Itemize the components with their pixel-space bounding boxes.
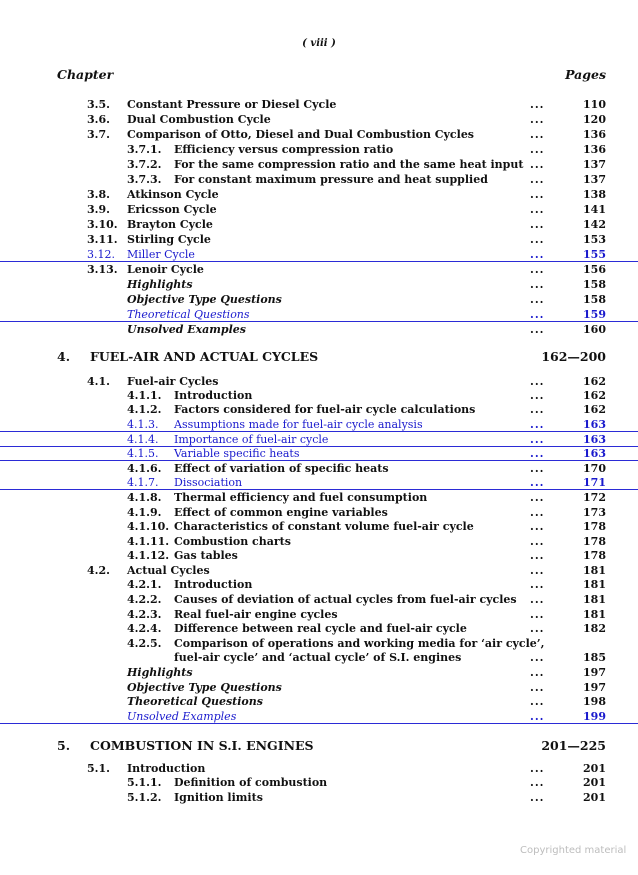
- chapter-header: Chapter: [57, 67, 114, 82]
- entry-title: Variable specific heats: [174, 447, 300, 460]
- entry-number: 3.12.: [87, 248, 115, 261]
- entry-page: 163: [583, 418, 606, 431]
- toc-entry[interactable]: [0, 578, 638, 592]
- entry-title: Unsolved Examples: [127, 710, 237, 723]
- toc-entry[interactable]: [0, 491, 638, 505]
- leader-dots: ...: [530, 128, 545, 141]
- leader-dots: ...: [530, 666, 545, 679]
- toc-entry[interactable]: [0, 188, 638, 202]
- entry-number: 4.1.6.: [127, 462, 162, 475]
- toc-entry-link[interactable]: [0, 248, 638, 262]
- entry-number: 4.1.7.: [127, 476, 159, 489]
- entry-page: 141: [583, 203, 606, 216]
- page-number: ( viii ): [302, 38, 336, 49]
- entry-title: Objective Type Questions: [127, 681, 282, 694]
- toc-entry[interactable]: [0, 293, 638, 307]
- toc-entry[interactable]: [0, 520, 638, 534]
- toc-entry[interactable]: [0, 695, 638, 709]
- entry-title: For constant maximum pressure and heat supplied: [174, 173, 488, 186]
- toc-entry[interactable]: [0, 158, 638, 172]
- leader-dots: ...: [530, 248, 545, 261]
- leader-dots: ...: [530, 651, 545, 664]
- entry-page: 178: [583, 535, 606, 548]
- entry-title: Atkinson Cycle: [127, 188, 219, 201]
- entry-number: 3.9.: [87, 203, 110, 216]
- leader-dots: ...: [530, 323, 545, 336]
- leader-dots: ...: [530, 681, 545, 694]
- entry-title: Highlights: [127, 666, 193, 679]
- leader-dots: ...: [530, 791, 545, 804]
- entry-title: Gas tables: [174, 549, 238, 562]
- entry-page: 110: [583, 98, 606, 111]
- entry-title: Introduction: [127, 762, 206, 775]
- entry-number: 4.2.5.: [127, 637, 162, 650]
- leader-dots: ...: [530, 188, 545, 201]
- toc-entry[interactable]: [0, 593, 638, 607]
- leader-dots: ...: [530, 695, 545, 708]
- toc-entry-link[interactable]: [0, 447, 638, 461]
- toc-entry[interactable]: [0, 535, 638, 549]
- toc-entry-link[interactable]: [0, 476, 638, 490]
- leader-dots: ...: [530, 622, 545, 635]
- leader-dots: ...: [530, 608, 545, 621]
- entry-page: 162: [583, 375, 606, 388]
- entry-page: 162: [583, 389, 606, 402]
- chapter-heading[interactable]: [0, 349, 638, 365]
- leader-dots: ...: [530, 278, 545, 291]
- toc-entry[interactable]: [0, 791, 638, 805]
- entry-number: 4.1.11.: [127, 535, 170, 548]
- entry-page: 136: [583, 143, 606, 156]
- entry-page: 172: [583, 491, 606, 504]
- entry-number: 3.11.: [87, 233, 118, 246]
- entry-page: 171: [583, 476, 606, 489]
- entry-page: 198: [583, 695, 606, 708]
- entry-title: Highlights: [127, 278, 193, 291]
- leader-dots: ...: [530, 462, 545, 475]
- toc-entry[interactable]: [0, 506, 638, 520]
- entry-page: 201: [583, 791, 606, 804]
- entry-title: Dissociation: [174, 476, 243, 489]
- entry-page: 178: [583, 520, 606, 533]
- entry-title: Theoretical Questions: [127, 695, 263, 708]
- toc-entry[interactable]: [0, 622, 638, 636]
- entry-page: 156: [583, 263, 606, 276]
- entry-page: 158: [583, 293, 606, 306]
- entry-title: Efficiency versus compression ratio: [174, 143, 394, 156]
- entry-title: Difference between real cycle and fuel-air cycle: [174, 622, 467, 635]
- toc-entry[interactable]: [0, 637, 638, 651]
- toc-entry-link[interactable]: [0, 308, 638, 322]
- entry-page: 181: [583, 608, 606, 621]
- entry-page: 197: [583, 666, 606, 679]
- entry-number: 4.1.9.: [127, 506, 162, 519]
- chapter-heading[interactable]: [0, 738, 638, 754]
- entry-number: 4.2.1.: [127, 578, 162, 591]
- entry-number: 4.1.12.: [127, 549, 170, 562]
- toc-entry[interactable]: [0, 218, 638, 232]
- copyright-watermark: Copyrighted material: [520, 845, 627, 856]
- entry-number: 4.1.5.: [127, 447, 159, 460]
- entry-number: 3.7.2.: [127, 158, 162, 171]
- leader-dots: ...: [530, 762, 545, 775]
- toc-entry[interactable]: [0, 128, 638, 142]
- entry-title: Unsolved Examples: [127, 323, 246, 336]
- leader-dots: ...: [530, 535, 545, 548]
- entry-title: Introduction: [174, 578, 253, 591]
- leader-dots: ...: [530, 263, 545, 276]
- entry-title: Theoretical Questions: [127, 308, 250, 321]
- leader-dots: ...: [530, 564, 545, 577]
- toc-entry[interactable]: [0, 113, 638, 127]
- leader-dots: ...: [530, 233, 545, 246]
- leader-dots: ...: [530, 491, 545, 504]
- entry-number: 4.1.1.: [127, 389, 162, 402]
- chapter-pages: 201—225: [541, 738, 606, 753]
- entry-title: Miller Cycle: [127, 248, 195, 261]
- leader-dots: ...: [530, 506, 545, 519]
- entry-number: 4.1.10.: [127, 520, 170, 533]
- entry-number: 5.1.: [87, 762, 110, 775]
- entry-title: Comparison of Otto, Diesel and Dual Combustion Cycles: [127, 128, 475, 141]
- entry-title: Thermal efficiency and fuel consumption: [174, 491, 428, 504]
- entry-title: Definition of combustion: [174, 776, 328, 789]
- entry-number: 4.2.3.: [127, 608, 162, 621]
- entry-page: 197: [583, 681, 606, 694]
- leader-dots: ...: [530, 776, 545, 789]
- entry-page: 159: [583, 308, 606, 321]
- entry-title: Causes of deviation of actual cycles from fuel-air cycles: [174, 593, 517, 606]
- entry-page: 137: [583, 158, 606, 171]
- entry-title: Dual Combustion Cycle: [127, 113, 271, 126]
- chapter-title: FUEL-AIR AND ACTUAL CYCLES: [90, 349, 319, 364]
- leader-dots: ...: [530, 218, 545, 231]
- entry-number: 3.13.: [87, 263, 118, 276]
- toc-entry[interactable]: [0, 98, 638, 112]
- toc-entry[interactable]: [0, 681, 638, 695]
- leader-dots: ...: [530, 710, 545, 723]
- entry-title: Importance of fuel-air cycle: [174, 433, 329, 446]
- toc-entry[interactable]: [0, 564, 638, 578]
- entry-title: Factors considered for fuel-air cycle calculations: [174, 403, 476, 416]
- entry-number: 3.5.: [87, 98, 110, 111]
- toc-entry[interactable]: [0, 762, 638, 776]
- chapter-number: 5.: [57, 738, 71, 753]
- toc-entry[interactable]: [0, 403, 638, 417]
- leader-dots: ...: [530, 203, 545, 216]
- leader-dots: ...: [530, 549, 545, 562]
- entry-number: 3.8.: [87, 188, 110, 201]
- leader-dots: ...: [530, 403, 545, 416]
- entry-number: 4.2.: [87, 564, 110, 577]
- entry-page: 199: [583, 710, 606, 723]
- entry-page: 155: [583, 248, 606, 261]
- entry-number: 4.1.4.: [127, 433, 159, 446]
- entry-number: 4.2.2.: [127, 593, 162, 606]
- toc-entry[interactable]: [0, 263, 638, 277]
- entry-number: 4.1.2.: [127, 403, 162, 416]
- toc-entry[interactable]: [0, 776, 638, 790]
- leader-dots: ...: [530, 433, 545, 446]
- leader-dots: ...: [530, 389, 545, 402]
- entry-page: 120: [583, 113, 606, 126]
- entry-page: 181: [583, 564, 606, 577]
- entry-title: Characteristics of constant volume fuel-air cycle: [174, 520, 474, 533]
- entry-page: 201: [583, 762, 606, 775]
- entry-number: 3.7.1.: [127, 143, 162, 156]
- toc-entry[interactable]: [0, 462, 638, 476]
- toc-entry[interactable]: [0, 666, 638, 680]
- entry-page: 185: [583, 651, 606, 664]
- leader-dots: ...: [530, 593, 545, 606]
- entry-page: 160: [583, 323, 606, 336]
- entry-page: 136: [583, 128, 606, 141]
- entry-number: 4.1.8.: [127, 491, 162, 504]
- toc-entry[interactable]: [0, 173, 638, 187]
- entry-number: 5.1.1.: [127, 776, 162, 789]
- entry-title: Brayton Cycle: [127, 218, 213, 231]
- entry-title: Effect of common engine variables: [174, 506, 388, 519]
- entry-number: 3.7.: [87, 128, 110, 141]
- toc-entry[interactable]: [0, 375, 638, 389]
- entry-number: 3.6.: [87, 113, 110, 126]
- toc-entry[interactable]: [0, 233, 638, 247]
- entry-page: 181: [583, 578, 606, 591]
- entry-title: Ignition limits: [174, 791, 263, 804]
- entry-title: Introduction: [174, 389, 253, 402]
- entry-page: 138: [583, 188, 606, 201]
- chapter-title: COMBUSTION IN S.I. ENGINES: [90, 738, 314, 753]
- entry-title: Real fuel-air engine cycles: [174, 608, 338, 621]
- toc-entry[interactable]: [0, 323, 638, 337]
- chapter-number: 4.: [57, 349, 71, 364]
- leader-dots: ...: [530, 375, 545, 388]
- entry-page: 201: [583, 776, 606, 789]
- leader-dots: ...: [530, 173, 545, 186]
- entry-number: 4.1.: [87, 375, 110, 388]
- leader-dots: ...: [530, 520, 545, 533]
- entry-number: 5.1.2.: [127, 791, 162, 804]
- toc-entry-link[interactable]: [0, 433, 638, 447]
- entry-page: 181: [583, 593, 606, 606]
- leader-dots: ...: [530, 293, 545, 306]
- toc-entry[interactable]: [0, 203, 638, 217]
- entry-page: 182: [583, 622, 606, 635]
- entry-page: 163: [583, 447, 606, 460]
- entry-title: Objective Type Questions: [127, 293, 282, 306]
- entry-page: 178: [583, 549, 606, 562]
- toc-entry-link[interactable]: [0, 710, 638, 724]
- toc-entry[interactable]: [0, 549, 638, 563]
- toc-entry[interactable]: [0, 389, 638, 403]
- entry-number: 3.7.3.: [127, 173, 162, 186]
- entry-title: Comparison of operations and working media for ‘air cycle’,: [174, 637, 545, 650]
- chapter-pages: 162—200: [541, 349, 606, 364]
- toc-entry-link[interactable]: [0, 418, 638, 432]
- entry-title: Fuel-air Cycles: [127, 375, 219, 388]
- entry-title: Combustion charts: [174, 535, 291, 548]
- entry-page: 158: [583, 278, 606, 291]
- entry-page: 153: [583, 233, 606, 246]
- leader-dots: ...: [530, 98, 545, 111]
- entry-title: For the same compression ratio and the same heat input: [174, 158, 524, 171]
- entry-page: 142: [583, 218, 606, 231]
- leader-dots: ...: [530, 578, 545, 591]
- leader-dots: ...: [530, 113, 545, 126]
- entry-title: Ericsson Cycle: [127, 203, 217, 216]
- entry-page: 170: [583, 462, 606, 475]
- toc-entry[interactable]: [0, 608, 638, 622]
- leader-dots: ...: [530, 447, 545, 460]
- entry-title: Effect of variation of specific heats: [174, 462, 389, 475]
- pages-header: Pages: [565, 67, 606, 82]
- entry-page: 163: [583, 433, 606, 446]
- entry-page: 173: [583, 506, 606, 519]
- entry-page: 137: [583, 173, 606, 186]
- entry-page: 162: [583, 403, 606, 416]
- leader-dots: ...: [530, 143, 545, 156]
- entry-title: Lenoir Cycle: [127, 263, 204, 276]
- leader-dots: ...: [530, 158, 545, 171]
- entry-title: Constant Pressure or Diesel Cycle: [127, 98, 337, 111]
- toc-entry[interactable]: [0, 143, 638, 157]
- entry-title: Actual Cycles: [127, 564, 210, 577]
- entry-title: Assumptions made for fuel-air cycle analysis: [174, 418, 423, 431]
- leader-dots: ...: [530, 418, 545, 431]
- entry-title: fuel-air cycle’ and ‘actual cycle’ of S.I. engines: [174, 651, 462, 664]
- entry-number: 4.2.4.: [127, 622, 162, 635]
- entry-title: Stirling Cycle: [127, 233, 211, 246]
- toc-entry-continuation[interactable]: [0, 651, 638, 665]
- entry-number: 4.1.3.: [127, 418, 159, 431]
- leader-dots: ...: [530, 308, 545, 321]
- toc-entry[interactable]: [0, 278, 638, 292]
- entry-number: 3.10.: [87, 218, 118, 231]
- leader-dots: ...: [530, 476, 545, 489]
